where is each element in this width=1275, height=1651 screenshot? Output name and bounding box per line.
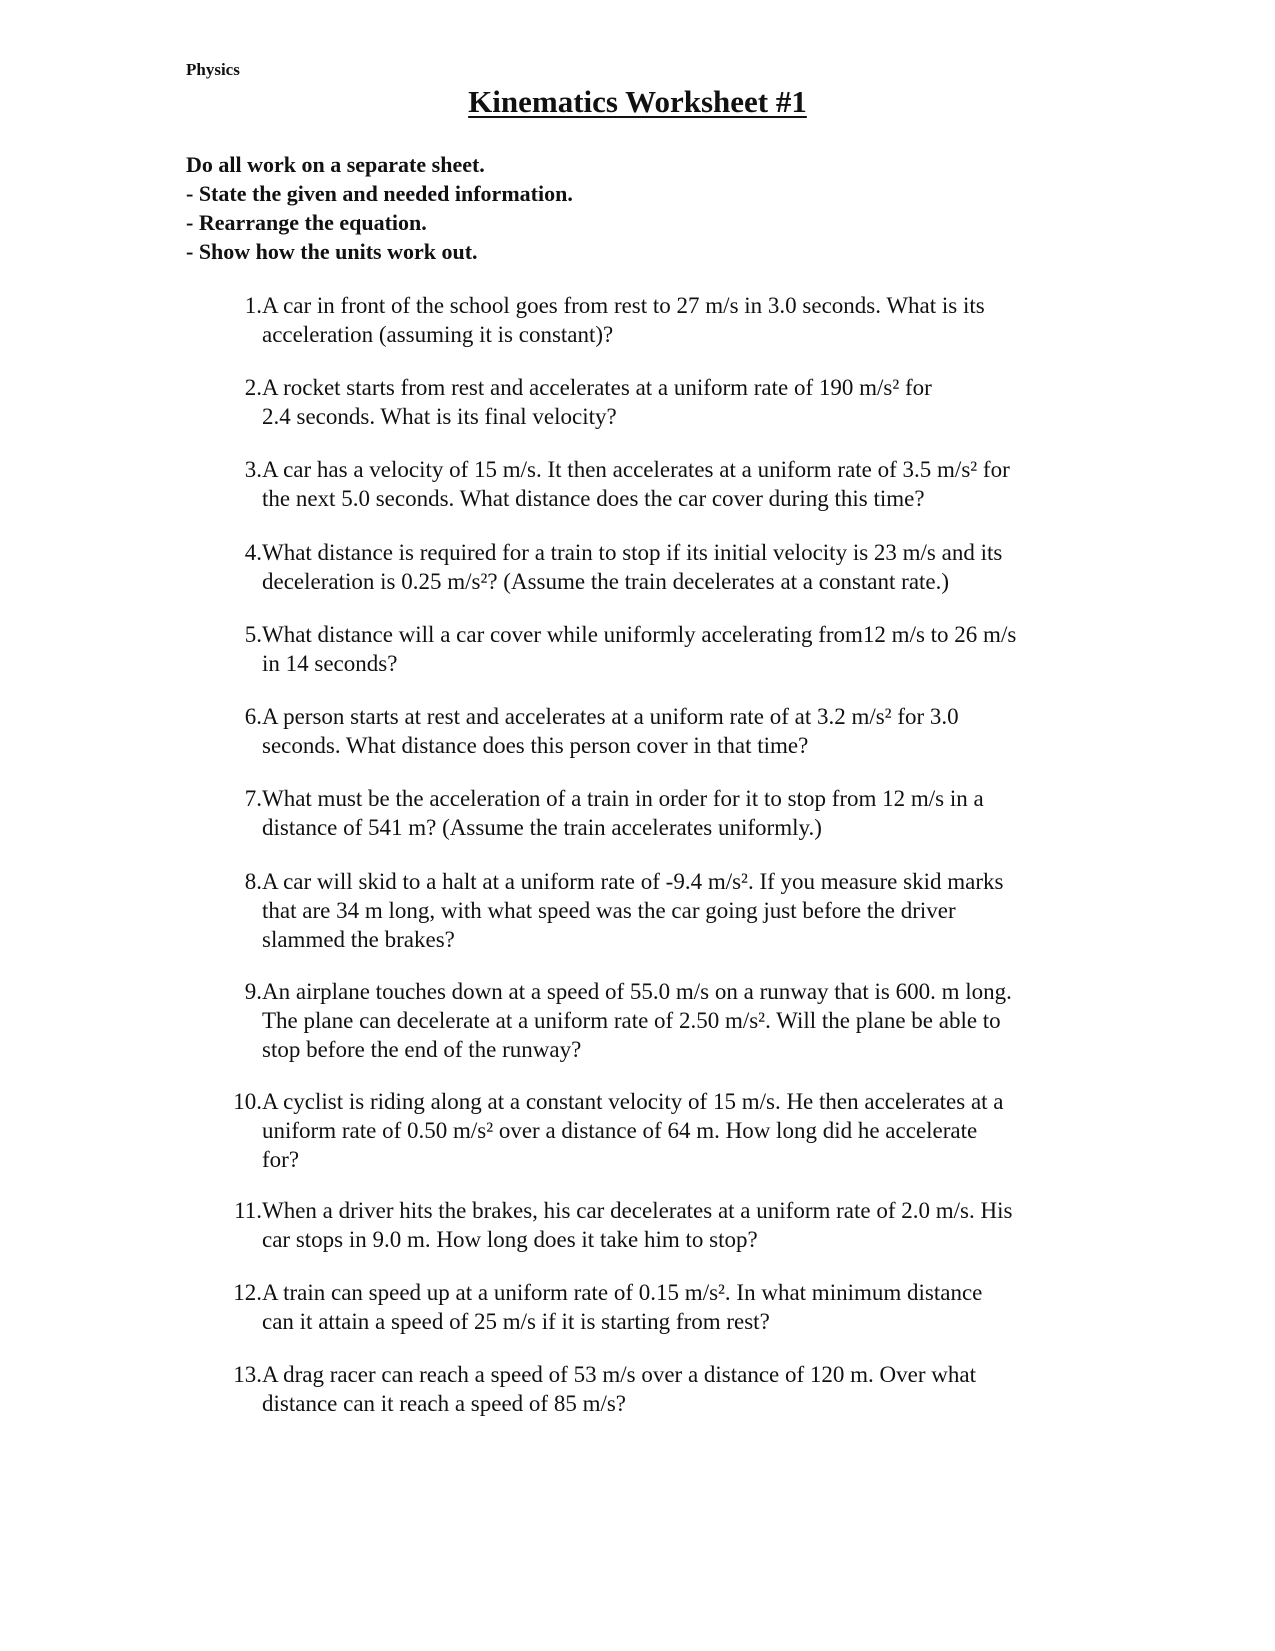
problem-text (262, 1360, 1082, 1418)
problem-text (262, 620, 1082, 678)
instruction-line: - Show how the units work out. (186, 239, 478, 264)
problem-number: 6. (244, 704, 262, 729)
problem-line: What distance is required for a train to stop if its initial velocity is 23 m/s and its (262, 540, 1003, 565)
problem-line: 2.4 seconds. What is its final velocity? (262, 404, 617, 429)
problem-line: seconds. What distance does this person cover in that time? (262, 733, 809, 758)
problem-text (262, 702, 1082, 760)
problem-13 (222, 1360, 1082, 1418)
problem-text (262, 867, 1082, 954)
problem-line: slammed the brakes? (262, 927, 455, 952)
problem-line: A cyclist is riding along at a constant velocity of 15 m/s. He then accelerates at a (262, 1089, 1004, 1114)
subject-label: Physics (186, 60, 240, 79)
problem-line: A car will skid to a halt at a uniform rate of -9.4 m/s². If you measure skid marks (262, 869, 1004, 894)
problem-line: car stops in 9.0 m. How long does it take him to stop? (262, 1227, 758, 1252)
problem-line: can it attain a speed of 25 m/s if it is starting from rest? (262, 1309, 770, 1334)
problem-line: The plane can decelerate at a uniform rate of 2.50 m/s². Will the plane be able to (262, 1008, 1001, 1033)
problem-1 (222, 291, 1082, 349)
problem-number: 1. (244, 293, 262, 318)
problem-line: distance can it reach a speed of 85 m/s? (262, 1391, 627, 1416)
problem-number: 12. (233, 1280, 262, 1305)
problem-line: in 14 seconds? (262, 651, 398, 676)
problem-text (262, 784, 1082, 842)
problem-3 (222, 455, 1082, 513)
problem-text (262, 455, 1082, 513)
problem-line: An airplane touches down at a speed of 55.0 m/s on a runway that is 600. m long. (262, 979, 1012, 1004)
problem-line: that are 34 m long, with what speed was the car going just before the driver (262, 898, 956, 923)
problem-number: 7. (244, 786, 262, 811)
problem-line: A train can speed up at a uniform rate of 0.15 m/s². In what minimum distance (262, 1280, 983, 1305)
problem-text (262, 538, 1082, 596)
problem-5 (222, 620, 1082, 678)
problem-line: What distance will a car cover while uniformly accelerating from12 m/s to 26 m/s (262, 622, 1017, 647)
problem-line: A car has a velocity of 15 m/s. It then accelerates at a uniform rate of 3.5 m/s² for (262, 457, 1010, 482)
problem-line: deceleration is 0.25 m/s²? (Assume the train decelerates at a constant rate.) (262, 569, 950, 594)
problem-line: A rocket starts from rest and accelerates at a uniform rate of 190 m/s² for (262, 375, 932, 400)
problem-number: 8. (244, 869, 262, 894)
problem-line: for? (262, 1147, 300, 1172)
problem-11 (222, 1196, 1082, 1254)
problem-line: A drag racer can reach a speed of 53 m/s over a distance of 120 m. Over what (262, 1362, 976, 1387)
problem-number: 3. (244, 457, 262, 482)
problem-line: uniform rate of 0.50 m/s² over a distance of 64 m. How long did he accelerate (262, 1118, 978, 1143)
problem-4 (222, 538, 1082, 596)
problem-number: 13. (233, 1362, 262, 1387)
problem-text (262, 1278, 1082, 1336)
problem-text (262, 1196, 1082, 1254)
problem-text (262, 373, 1082, 431)
instruction-line: - State the given and needed information. (186, 181, 573, 206)
page-title-text: Kinematics Worksheet #1 (468, 84, 807, 119)
instruction-line: Do all work on a separate sheet. (186, 152, 485, 177)
problem-text (262, 1087, 1082, 1174)
problem-line: A person starts at rest and accelerates at a uniform rate of at 3.2 m/s² for 3.0 (262, 704, 959, 729)
page-title (0, 84, 1275, 120)
problem-line: the next 5.0 seconds. What distance does the car cover during this time? (262, 486, 925, 511)
problem-number: 2. (244, 375, 262, 400)
problem-text (262, 291, 1082, 349)
problem-6 (222, 702, 1082, 760)
problem-line: stop before the end of the runway? (262, 1037, 582, 1062)
problem-number: 10. (233, 1089, 262, 1114)
problem-line: When a driver hits the brakes, his car decelerates at a uniform rate of 2.0 m/s. His (262, 1198, 1013, 1223)
problem-line: What must be the acceleration of a train in order for it to stop from 12 m/s in a (262, 786, 984, 811)
instruction-line: - Rearrange the equation. (186, 210, 427, 235)
problem-line: A car in front of the school goes from rest to 27 m/s in 3.0 seconds. What is its (262, 293, 985, 318)
problem-7 (222, 784, 1082, 842)
problem-text (262, 977, 1082, 1064)
problem-number: 5. (244, 622, 262, 647)
problem-9 (222, 977, 1082, 1064)
problem-10 (222, 1087, 1082, 1174)
problem-number: 11. (234, 1198, 262, 1223)
problem-number: 4. (244, 540, 262, 565)
problem-line: acceleration (assuming it is constant)? (262, 322, 614, 347)
instructions-block (186, 150, 573, 266)
problem-2 (222, 373, 1082, 431)
problem-12 (222, 1278, 1082, 1336)
problem-8 (222, 867, 1082, 954)
problem-line: distance of 541 m? (Assume the train accelerates uniformly.) (262, 815, 822, 840)
problem-number: 9. (244, 979, 262, 1004)
